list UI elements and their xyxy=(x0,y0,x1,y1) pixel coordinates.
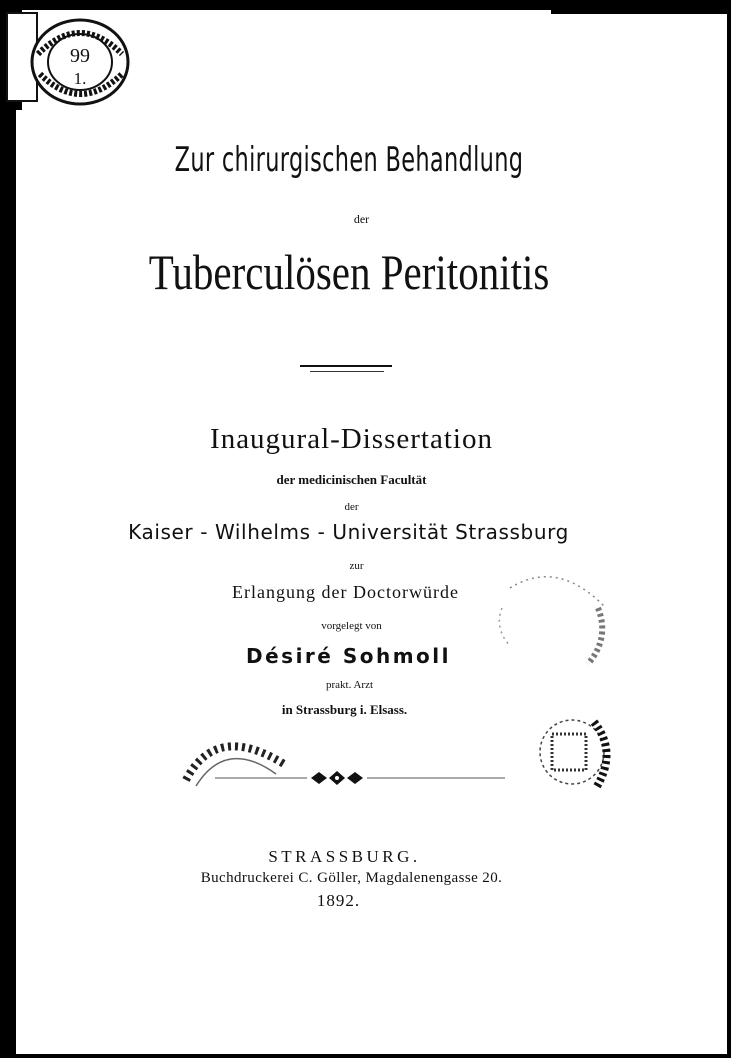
imprint-city: STRASSBURG. xyxy=(268,847,421,866)
scan-border-top-right xyxy=(551,0,731,14)
title-line-2: Tuberculösen Peritonitis xyxy=(148,244,550,300)
faded-stamp-right-lower xyxy=(532,712,618,798)
author-role: prakt. Arzt xyxy=(325,679,374,691)
title-line-1: Zur chirurgischen Behandlung xyxy=(174,140,524,180)
faded-stamp-right xyxy=(488,568,618,668)
scan-border-right xyxy=(727,0,731,1058)
ornament-divider xyxy=(215,768,505,788)
title-rule-top xyxy=(300,365,392,367)
imprint-printer: Buchdruckerei C. Göller, Magdalenengasse 20. xyxy=(200,870,503,886)
dissertation-heading: Inaugural-Dissertation xyxy=(210,423,493,455)
title-rule-bottom xyxy=(310,371,384,372)
author-location: in Strassburg i. Elsass. xyxy=(281,702,408,717)
stamp-number-bottom: 1. xyxy=(73,69,87,88)
faculty-line: der medicinischen Facultät xyxy=(276,472,427,487)
scan-border-bottom xyxy=(0,1054,731,1058)
zur-line: zur xyxy=(349,560,364,572)
university-line: Kaiser - Wilhelms - Universität Strassburg xyxy=(128,520,569,544)
imprint-year: 1892. xyxy=(316,891,361,910)
submitted-by-line: vorgelegt von xyxy=(321,620,382,632)
stamp-number-top: 99 xyxy=(70,45,90,67)
title-connector: der xyxy=(353,212,370,226)
purpose-line: Erlangung der Doctorwürde xyxy=(232,582,459,602)
library-stamp xyxy=(26,14,138,112)
faculty-connector: der xyxy=(344,501,359,513)
author-name: Désiré Sohmoll xyxy=(246,644,451,668)
